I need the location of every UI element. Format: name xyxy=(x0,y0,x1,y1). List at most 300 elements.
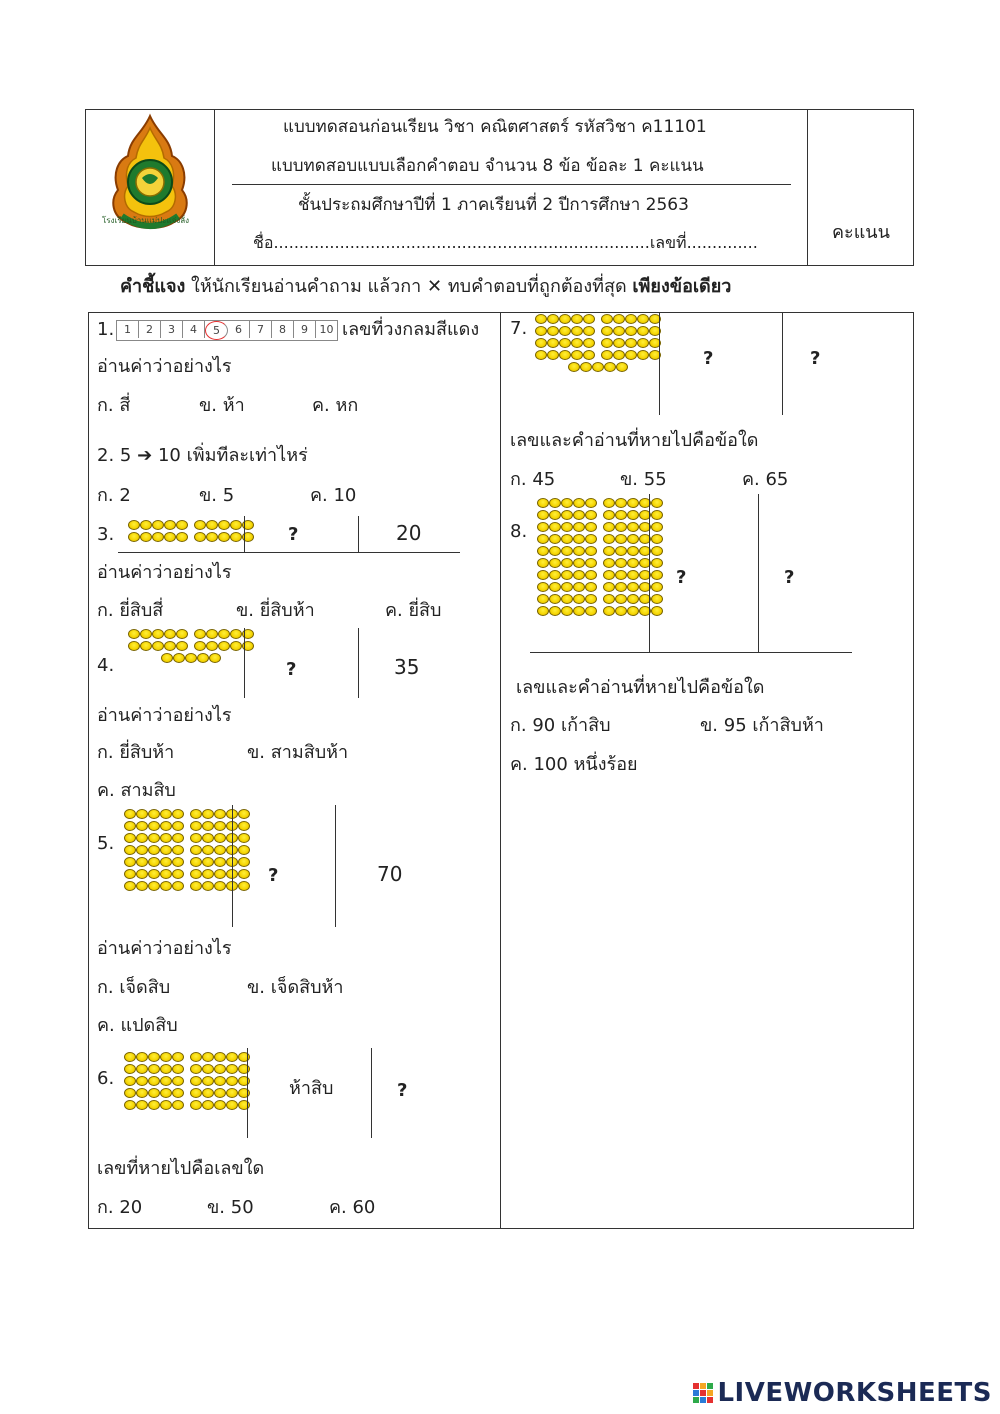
smiley-icon xyxy=(615,594,627,604)
smiley-icon xyxy=(202,1100,214,1110)
smiley-icon xyxy=(164,520,176,530)
q1-box-2: 2 xyxy=(139,321,161,338)
smiley-icon xyxy=(627,534,639,544)
smiley-icon xyxy=(561,570,573,580)
q5-middle: ? xyxy=(268,865,279,886)
smiley-icon xyxy=(226,1076,238,1086)
smiley-icon xyxy=(537,498,549,508)
smiley-icon xyxy=(561,510,573,520)
instructions-text-1: ให้นักเรียนอ่านคำถาม แล้วกา xyxy=(185,276,427,297)
q1-choice-b[interactable]: ข. ห้า xyxy=(199,395,245,416)
q1-box-3: 3 xyxy=(161,321,183,338)
smiley-icon xyxy=(161,653,173,663)
smiley-icon xyxy=(226,1088,238,1098)
q6-choice-a[interactable]: ก. 20 xyxy=(97,1197,143,1218)
smiley-icon xyxy=(202,809,214,819)
smiley-icon xyxy=(176,641,188,651)
q5-choice-b[interactable]: ข. เจ็ดสิบห้า xyxy=(247,977,344,998)
smiley-icon xyxy=(549,510,561,520)
smiley-icon xyxy=(173,653,185,663)
q6-smiley-grid xyxy=(124,1052,250,1110)
smiley-icon xyxy=(136,1064,148,1074)
smiley-icon xyxy=(172,1088,184,1098)
smiley-icon xyxy=(561,594,573,604)
smiley-icon xyxy=(537,546,549,556)
q3-smiley-grid xyxy=(128,520,254,542)
smiley-icon xyxy=(568,362,580,372)
smiley-icon xyxy=(238,1052,250,1062)
smiley-icon xyxy=(124,1076,136,1086)
smiley-icon xyxy=(190,809,202,819)
q7-prompt: เลขและคำอ่านที่หายไปคือข้อใด xyxy=(510,430,759,451)
score-label: คะแนน xyxy=(832,222,890,243)
q3-choice-b[interactable]: ข. ยี่สิบห้า xyxy=(236,600,315,621)
smiley-icon xyxy=(547,314,559,324)
smiley-icon xyxy=(124,833,136,843)
smiley-icon xyxy=(238,869,250,879)
smiley-icon xyxy=(202,833,214,843)
smiley-icon xyxy=(124,881,136,891)
smiley-icon xyxy=(128,641,140,651)
smiley-icon xyxy=(202,869,214,879)
smiley-icon xyxy=(148,1100,160,1110)
smiley-icon xyxy=(615,582,627,592)
smiley-icon xyxy=(214,1064,226,1074)
smiley-icon xyxy=(549,558,561,568)
smiley-icon xyxy=(549,606,561,616)
smiley-icon xyxy=(124,1100,136,1110)
q1-prompt: อ่านค่าว่าอย่างไร xyxy=(97,356,232,377)
smiley-icon xyxy=(601,350,613,360)
smiley-icon xyxy=(585,534,597,544)
smiley-icon xyxy=(573,594,585,604)
smiley-icon xyxy=(585,498,597,508)
q5-right: 70 xyxy=(377,862,403,886)
q4-smiley-grid xyxy=(128,629,254,663)
q2-text: เพิ่มทีละเท่าไหร่ xyxy=(186,445,308,466)
smiley-icon xyxy=(148,1064,160,1074)
smiley-icon xyxy=(627,594,639,604)
q4-choice-b[interactable]: ข. สามสิบห้า xyxy=(247,742,349,763)
q7-choice-b[interactable]: ข. 55 xyxy=(620,469,667,490)
smiley-icon xyxy=(601,326,613,336)
smiley-icon xyxy=(585,582,597,592)
smiley-icon xyxy=(651,570,663,580)
q4-prompt: อ่านค่าว่าอย่างไร xyxy=(97,705,232,726)
smiley-icon xyxy=(160,1088,172,1098)
smiley-icon xyxy=(627,522,639,532)
smiley-icon xyxy=(190,1088,202,1098)
smiley-icon xyxy=(573,558,585,568)
smiley-icon xyxy=(601,314,613,324)
smiley-icon xyxy=(615,558,627,568)
q1-number-line xyxy=(116,320,338,341)
smiley-icon xyxy=(561,522,573,532)
smiley-icon xyxy=(627,558,639,568)
smiley-icon xyxy=(140,532,152,542)
smiley-icon xyxy=(583,326,595,336)
smiley-icon xyxy=(573,510,585,520)
smiley-icon xyxy=(535,338,547,348)
smiley-icon xyxy=(561,606,573,616)
logo-caption: โรงเรียนบ้านแม่ปะแจ่งลั่ง xyxy=(102,216,190,225)
smiley-icon xyxy=(537,510,549,520)
instructions-label: คำชี้แจง xyxy=(120,276,186,297)
smiley-icon xyxy=(214,833,226,843)
smiley-icon xyxy=(571,350,583,360)
smiley-icon xyxy=(561,534,573,544)
smiley-icon xyxy=(214,1088,226,1098)
smiley-icon xyxy=(172,845,184,855)
q6-choice-b[interactable]: ข. 50 xyxy=(207,1197,254,1218)
smiley-icon xyxy=(136,1100,148,1110)
smiley-icon xyxy=(209,653,221,663)
smiley-icon xyxy=(238,833,250,843)
smiley-icon xyxy=(202,821,214,831)
q6-number: 6. xyxy=(97,1068,115,1089)
instructions xyxy=(120,276,731,298)
smiley-icon xyxy=(585,510,597,520)
smiley-icon xyxy=(537,570,549,580)
q6-prompt: เลขที่หายไปคือเลขใด xyxy=(97,1158,265,1179)
smiley-icon xyxy=(559,350,571,360)
smiley-icon xyxy=(603,534,615,544)
smiley-icon xyxy=(559,326,571,336)
smiley-icon xyxy=(124,809,136,819)
smiley-icon xyxy=(585,570,597,580)
school-logo xyxy=(100,112,200,240)
smiley-icon xyxy=(206,532,218,542)
liveworksheets-logo[interactable] xyxy=(693,1378,992,1408)
smiley-icon xyxy=(194,641,206,651)
name-line[interactable]: ชื่อ..........................................................................เลขที่.............. xyxy=(253,233,758,252)
smiley-icon xyxy=(140,520,152,530)
arrow-right-icon: ➔ xyxy=(137,445,153,466)
q4-choice-a[interactable]: ก. ยี่สิบห้า xyxy=(97,742,175,763)
smiley-icon xyxy=(603,546,615,556)
q3-choice-a[interactable]: ก. ยี่สิบสี่ xyxy=(97,600,164,621)
smiley-icon xyxy=(190,833,202,843)
q6-choice-c[interactable]: ค. 60 xyxy=(329,1197,376,1218)
smiley-icon xyxy=(124,1064,136,1074)
smiley-icon xyxy=(561,498,573,508)
q4-right: 35 xyxy=(394,655,420,679)
smiley-icon xyxy=(603,570,615,580)
smiley-icon xyxy=(206,520,218,530)
smiley-icon xyxy=(218,629,230,639)
q8-middle: ? xyxy=(676,567,687,588)
header-line-2: แบบทดสอบแบบเลือกคำตอบ จำนวน 8 ข้อ ข้อละ 1 คะแนน xyxy=(271,156,704,176)
smiley-icon xyxy=(561,582,573,592)
q1-choice-c[interactable]: ค. หก xyxy=(312,395,359,416)
smiley-icon xyxy=(535,314,547,324)
smiley-icon xyxy=(148,821,160,831)
smiley-icon xyxy=(185,653,197,663)
smiley-icon xyxy=(206,641,218,651)
smiley-icon xyxy=(537,534,549,544)
smiley-icon xyxy=(238,857,250,867)
smiley-icon xyxy=(561,546,573,556)
q6-right: ? xyxy=(397,1080,408,1101)
q1-box-7: 7 xyxy=(250,321,272,338)
smiley-icon xyxy=(190,857,202,867)
smiley-icon xyxy=(172,821,184,831)
smiley-icon xyxy=(124,821,136,831)
smiley-icon xyxy=(603,582,615,592)
q1-choice-a[interactable]: ก. สี่ xyxy=(97,395,131,416)
q5-choice-a[interactable]: ก. เจ็ดสิบ xyxy=(97,977,171,998)
smiley-icon xyxy=(583,338,595,348)
smiley-icon xyxy=(214,869,226,879)
smiley-icon xyxy=(190,1076,202,1086)
smiley-icon xyxy=(164,532,176,542)
smiley-icon xyxy=(148,881,160,891)
q1-box-5: 5 xyxy=(205,321,228,340)
smiley-icon xyxy=(603,510,615,520)
smiley-icon xyxy=(627,582,639,592)
instructions-emphasis: เพียงข้อเดียว xyxy=(632,276,732,297)
smiley-icon xyxy=(571,314,583,324)
q4-choice-c[interactable]: ค. สามสิบ xyxy=(97,780,176,801)
smiley-icon xyxy=(172,881,184,891)
smiley-icon xyxy=(603,594,615,604)
smiley-icon xyxy=(124,1052,136,1062)
q2-choice-a[interactable]: ก. 2 xyxy=(97,485,131,506)
smiley-icon xyxy=(214,1100,226,1110)
smiley-icon xyxy=(140,629,152,639)
q2-number: 2. xyxy=(97,445,115,466)
smiley-icon xyxy=(615,498,627,508)
smiley-icon xyxy=(148,869,160,879)
q7-choice-c[interactable]: ค. 65 xyxy=(742,469,789,490)
smiley-icon xyxy=(559,314,571,324)
smiley-icon xyxy=(214,1052,226,1062)
smiley-icon xyxy=(625,338,637,348)
q7-smiley-grid xyxy=(535,314,661,372)
q5-number: 5. xyxy=(97,833,115,854)
q1-text: เลขที่วงกลมสีแดง xyxy=(342,319,480,340)
smiley-icon xyxy=(226,1052,238,1062)
smiley-icon xyxy=(202,1052,214,1062)
smiley-icon xyxy=(136,809,148,819)
smiley-icon xyxy=(124,857,136,867)
smiley-icon xyxy=(214,845,226,855)
smiley-icon xyxy=(537,594,549,604)
smiley-icon xyxy=(148,809,160,819)
smiley-icon xyxy=(585,594,597,604)
smiley-icon xyxy=(124,845,136,855)
smiley-icon xyxy=(583,350,595,360)
smiley-icon xyxy=(238,1064,250,1074)
smiley-icon xyxy=(583,314,595,324)
smiley-icon xyxy=(651,546,663,556)
q2-choice-c[interactable]: ค. 10 xyxy=(310,485,357,506)
q8-right: ? xyxy=(784,567,795,588)
smiley-icon xyxy=(148,833,160,843)
smiley-icon xyxy=(637,314,649,324)
smiley-icon xyxy=(604,362,616,372)
smiley-icon xyxy=(190,821,202,831)
q8-choice-b[interactable]: ข. 95 เก้าสิบห้า xyxy=(700,715,824,736)
smiley-icon xyxy=(627,546,639,556)
smiley-icon xyxy=(547,338,559,348)
smiley-icon xyxy=(651,594,663,604)
q4-middle: ? xyxy=(286,659,297,680)
q8-choice-c[interactable]: ค. 100 หนึ่งร้อย xyxy=(510,754,638,775)
smiley-icon xyxy=(172,809,184,819)
smiley-icon xyxy=(592,362,604,372)
smiley-icon xyxy=(585,558,597,568)
q5-choice-c[interactable]: ค. แปดสิบ xyxy=(97,1015,178,1036)
smiley-icon xyxy=(197,653,209,663)
smiley-icon xyxy=(202,1088,214,1098)
q1-number: 1. xyxy=(97,319,115,340)
smiley-icon xyxy=(625,314,637,324)
smiley-icon xyxy=(152,532,164,542)
q1-box-9: 9 xyxy=(294,321,316,338)
smiley-icon xyxy=(202,857,214,867)
smiley-icon xyxy=(615,546,627,556)
smiley-icon xyxy=(172,1064,184,1074)
smiley-icon xyxy=(238,1088,250,1098)
q6-middle: ห้าสิบ xyxy=(289,1078,334,1099)
smiley-icon xyxy=(559,338,571,348)
smiley-icon xyxy=(625,326,637,336)
smiley-icon xyxy=(651,534,663,544)
smiley-icon xyxy=(136,1052,148,1062)
smiley-icon xyxy=(128,520,140,530)
smiley-icon xyxy=(172,1076,184,1086)
smiley-icon xyxy=(537,522,549,532)
smiley-icon xyxy=(160,821,172,831)
smiley-icon xyxy=(238,881,250,891)
smiley-icon xyxy=(136,833,148,843)
smiley-icon xyxy=(160,1052,172,1062)
smiley-icon xyxy=(573,582,585,592)
smiley-icon xyxy=(148,1076,160,1086)
smiley-icon xyxy=(190,881,202,891)
smiley-icon xyxy=(160,1064,172,1074)
smiley-icon xyxy=(561,558,573,568)
smiley-icon xyxy=(202,845,214,855)
q7-middle: ? xyxy=(703,348,714,369)
smiley-icon xyxy=(547,350,559,360)
cross-mark-icon: ✕ xyxy=(427,276,443,297)
header-line-1: แบบทดสอนก่อนเรียน วิชา คณิตศาสตร์ รหัสวิชา ค11101 xyxy=(283,117,707,137)
smiley-icon xyxy=(190,1100,202,1110)
q2-to: 10 xyxy=(157,445,181,466)
smiley-icon xyxy=(573,522,585,532)
smiley-icon xyxy=(615,534,627,544)
smiley-icon xyxy=(176,532,188,542)
smiley-icon xyxy=(238,1100,250,1110)
smiley-icon xyxy=(172,857,184,867)
smiley-icon xyxy=(573,606,585,616)
smiley-icon xyxy=(625,350,637,360)
smiley-icon xyxy=(194,629,206,639)
smiley-icon xyxy=(535,350,547,360)
smiley-icon xyxy=(176,629,188,639)
smiley-icon xyxy=(549,498,561,508)
smiley-icon xyxy=(627,606,639,616)
smiley-icon xyxy=(613,314,625,324)
smiley-icon xyxy=(148,845,160,855)
smiley-icon xyxy=(238,809,250,819)
smiley-icon xyxy=(549,534,561,544)
smiley-icon xyxy=(615,522,627,532)
smiley-icon xyxy=(613,350,625,360)
smiley-icon xyxy=(140,641,152,651)
smiley-icon xyxy=(637,326,649,336)
q7-choice-a[interactable]: ก. 45 xyxy=(510,469,556,490)
smiley-icon xyxy=(148,857,160,867)
q1-box-8: 8 xyxy=(272,321,294,338)
smiley-icon xyxy=(136,881,148,891)
smiley-icon xyxy=(160,1076,172,1086)
smiley-icon xyxy=(128,629,140,639)
smiley-icon xyxy=(603,558,615,568)
smiley-icon xyxy=(651,606,663,616)
smiley-icon xyxy=(160,809,172,819)
smiley-icon xyxy=(603,498,615,508)
q3-right: 20 xyxy=(396,521,422,545)
smiley-icon xyxy=(214,1076,226,1086)
q3-prompt: อ่านค่าว่าอย่างไร xyxy=(97,562,232,583)
smiley-icon xyxy=(172,1100,184,1110)
q3-middle: ? xyxy=(288,524,299,545)
smiley-icon xyxy=(190,845,202,855)
q8-smiley-grid xyxy=(537,498,663,616)
q8-choice-a[interactable]: ก. 90 เก้าสิบ xyxy=(510,715,611,736)
smiley-icon xyxy=(549,582,561,592)
q3-number: 3. xyxy=(97,524,115,545)
smiley-icon xyxy=(214,821,226,831)
q2-choice-b[interactable]: ข. 5 xyxy=(199,485,235,506)
smiley-icon xyxy=(164,629,176,639)
smiley-icon xyxy=(206,629,218,639)
smiley-icon xyxy=(160,845,172,855)
smiley-icon xyxy=(238,845,250,855)
smiley-icon xyxy=(172,1052,184,1062)
q8-prompt: เลขและคำอ่านที่หายไปคือข้อใด xyxy=(516,677,765,698)
smiley-icon xyxy=(651,522,663,532)
smiley-icon xyxy=(615,570,627,580)
smiley-icon xyxy=(202,881,214,891)
smiley-icon xyxy=(172,869,184,879)
smiley-icon xyxy=(571,326,583,336)
smiley-icon xyxy=(136,1076,148,1086)
smiley-icon xyxy=(160,857,172,867)
q2-stem xyxy=(97,445,308,467)
smiley-icon xyxy=(152,520,164,530)
smiley-icon xyxy=(148,1088,160,1098)
smiley-icon xyxy=(651,510,663,520)
q3-choice-c[interactable]: ค. ยี่สิบ xyxy=(385,600,442,621)
smiley-icon xyxy=(190,869,202,879)
smiley-icon xyxy=(214,881,226,891)
smiley-icon xyxy=(573,546,585,556)
q1-box-1: 1 xyxy=(117,321,139,338)
smiley-icon xyxy=(218,641,230,651)
smiley-icon xyxy=(190,1064,202,1074)
smiley-icon xyxy=(190,1052,202,1062)
smiley-icon xyxy=(613,338,625,348)
smiley-icon xyxy=(124,1088,136,1098)
smiley-icon xyxy=(585,522,597,532)
smiley-icon xyxy=(537,558,549,568)
q2-from: 5 xyxy=(119,445,132,466)
smiley-icon xyxy=(238,1076,250,1086)
